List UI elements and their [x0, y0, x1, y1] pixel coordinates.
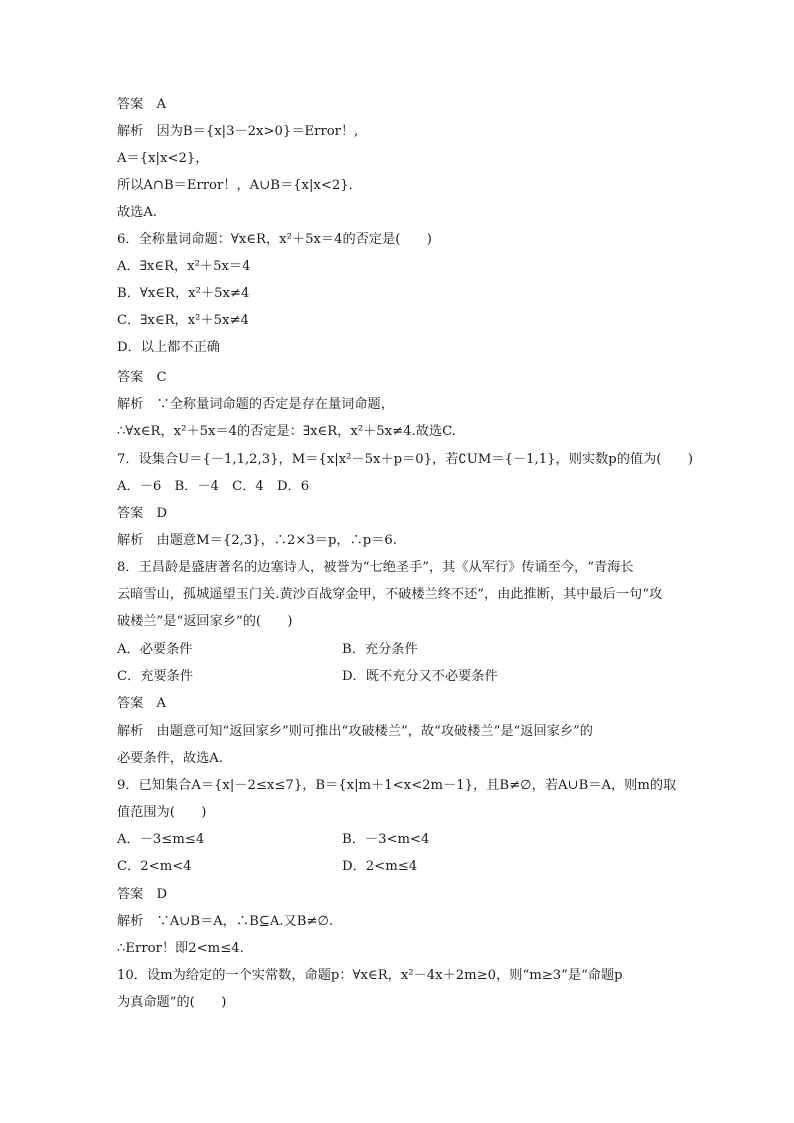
explanation-line: ∴∀x∈R，x²＋5x＝4的否定是：∃x∈R，x²＋5x≠4.故选C. [117, 424, 456, 439]
question-10: 为真命题”的( ) [117, 995, 227, 1010]
explanation-line: 解析 ∵全称量词命题的否定是存在量词命题， [117, 397, 394, 412]
option-c: C．2<m<4 [117, 859, 192, 874]
explanation-line: 解析 ∵A∪B＝A，∴B⊆A.又B≠∅. [117, 914, 334, 929]
question-7: 7．设集合U＝{－1,1,2,3}，M＝{x|x²－5x＋p＝0}，若∁UM＝{－1,1}，则实数p的值为( ) [117, 452, 693, 467]
question-6: 6．全称量词命题：∀x∈R，x²＋5x＝4的否定是( ) [117, 232, 432, 247]
option-a: A．必要条件 [117, 642, 193, 657]
answer-label: 答案 D [117, 506, 168, 521]
question-8: 8．王昌龄是盛唐著名的边塞诗人，被誉为“七绝圣手”，其《从军行》传诵至今，“青海长 [117, 560, 634, 575]
option-b: B．∀x∈R，x²＋5x≠4 [117, 286, 250, 301]
question-9: 9．已知集合A＝{x|－2≤x≤7}，B＝{x|m＋1<x<2m－1}，且B≠∅，若A∪B＝A，则m的取 [117, 778, 677, 793]
option-b: B．－3<m<4 [342, 832, 430, 847]
question-9: 值范围为( ) [117, 805, 207, 820]
explanation-line: 解析 因为B＝{x|3－2x>0}＝Error！, [117, 124, 359, 139]
question-7-options: A．－6 B．－4 C．4 D．6 [117, 479, 310, 494]
question-8: 破楼兰”是“返回家乡”的( ) [117, 614, 293, 629]
answer-label: 答案 A [117, 696, 167, 711]
option-d: D．以上都不正确 [117, 340, 220, 355]
question-8: 云暗雪山，孤城遥望玉门关.黄沙百战穿金甲，不破楼兰终不还”，由此推断，其中最后一句“攻 [117, 587, 663, 602]
explanation-line: 所以A∩B＝Error！，A∪B＝{x|x<2}． [117, 178, 362, 193]
question-10: 10．设m为给定的一个实常数，命题p：∀x∈R，x²－4x＋2m≥0，则“m≥3”是“命题p [117, 968, 623, 983]
answer-label: 答案 A [117, 97, 167, 112]
option-d: D．2<m≤4 [342, 859, 418, 874]
explanation-line: 解析 由题意M＝{2,3}，∴2×3＝p，∴p＝6. [117, 533, 397, 548]
option-d: D．既不充分又不必要条件 [342, 669, 498, 684]
option-b: B．充分条件 [342, 642, 418, 657]
option-a: A．∃x∈R，x²＋5x＝4 [117, 259, 251, 274]
answer-label: 答案 C [117, 370, 167, 385]
option-c: C．∃x∈R，x²＋5x≠4 [117, 313, 249, 328]
explanation-line: A＝{x|x<2}， [117, 151, 209, 166]
option-c: C．充要条件 [117, 669, 194, 684]
explanation-line: 解析 由题意可知“返回家乡”则可推出“攻破楼兰”，故“攻破楼兰”是“返回家乡”的 [117, 724, 593, 739]
explanation-line: ∴Error！即2<m≤4. [117, 941, 244, 956]
explanation-line: 必要条件，故选A. [117, 751, 224, 766]
answer-label: 答案 D [117, 887, 168, 902]
option-a: A．－3≤m≤4 [117, 832, 205, 847]
explanation-line: 故选A. [117, 205, 158, 220]
